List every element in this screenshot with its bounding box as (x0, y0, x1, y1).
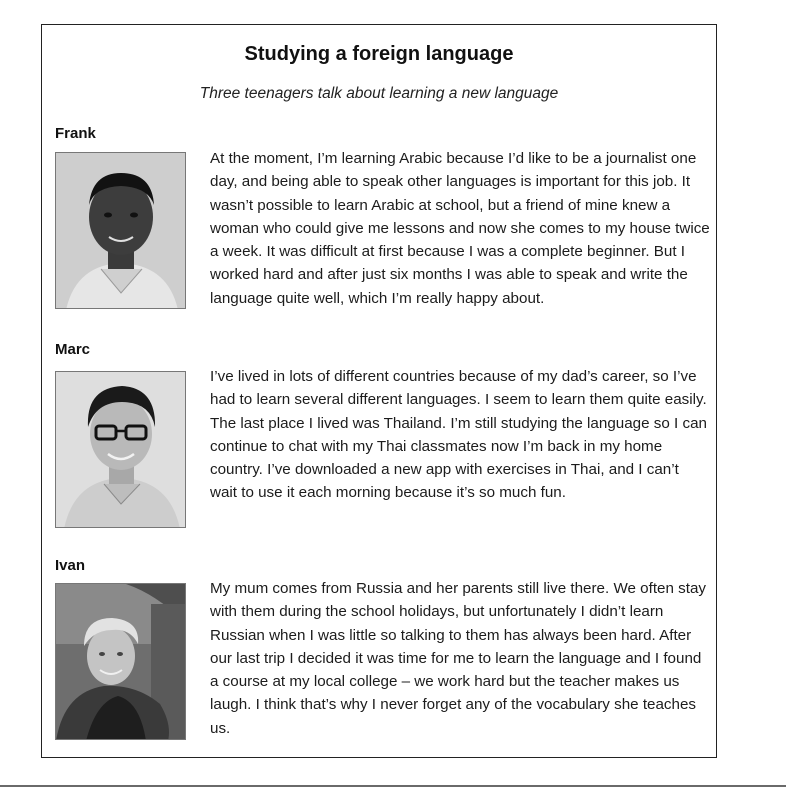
marc-paragraph: I’ve lived in lots of different countries because of my dad’s career, so I’ve had to learn several different languages. I seem to learn them quite easily. The last place I lived was Thailand. I’m still studying the language so I can continue to chat with my Thai classmates now I’m back in my home country. I’ve downloaded a new app with exercises in Thai, and I can’t wait to use it each morning because it’s so much fun. (210, 368, 707, 502)
person-name-frank: Frank (55, 125, 96, 142)
person-name-ivan: Ivan (55, 557, 86, 574)
frank-paragraph: At the moment, I’m learning Arabic because I’d like to be a journalist one day, and being able to speak other languages is important for this job. It wasn’t possible to learn Arabic at school, but a friend of mine knew a woman who could give me lessons and now she comes to my house twice a week. It was difficult at first because I was a complete beginner. But I worked hard and after just six months I was able to speak and write the language quite well, which I’m really happy about. (210, 150, 710, 307)
marc-photo-icon (55, 371, 186, 528)
article-frame (41, 24, 717, 758)
frank-photo-icon (55, 152, 186, 309)
page-bottom-divider (0, 785, 786, 787)
ivan-paragraph: My mum comes from Russia and her parents still live there. We often stay with them during the school holidays, but unfortunately I didn’t learn Russian when I was little so talking to them has always been hard. After our last trip I decided it was time for me to learn the language and I found a course at my local college – we work hard but the teacher makes us laugh. I think that’s why I never forget any of the vocabulary she teaches us. (210, 580, 707, 737)
person-name-marc: Marc (55, 341, 91, 358)
ivan-photo-icon (55, 583, 186, 740)
article-title: Studying a foreign language (244, 43, 514, 65)
article-subtitle: Three teenagers talk about learning a new language (199, 85, 559, 102)
